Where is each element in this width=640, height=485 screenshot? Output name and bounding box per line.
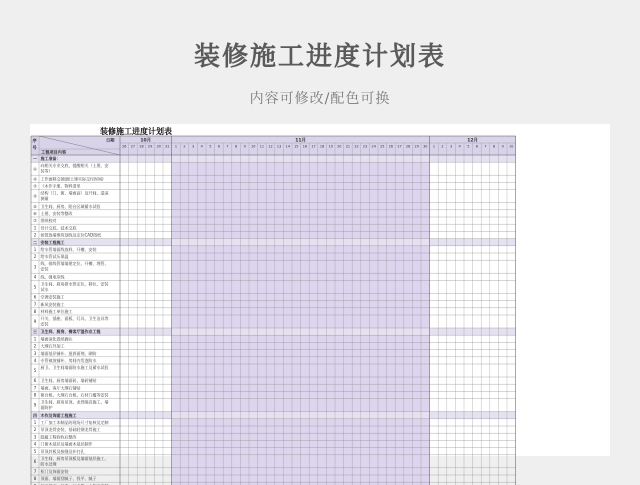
row-seq: 8 — [33, 392, 37, 398]
row-seq: 4 — [33, 274, 37, 280]
row-text: 卫生间、厨房、餐客厅湿作业工程 — [40, 329, 101, 335]
row-seq: ⑤ — [33, 203, 37, 209]
row-seq: 5 — [33, 284, 37, 290]
day-label: 8 — [235, 144, 238, 149]
day-label: 1 — [432, 144, 435, 149]
day-label: 13 — [276, 144, 282, 149]
row-text: 新风安装施工 — [40, 301, 65, 307]
day-label: 27 — [397, 144, 402, 149]
section-row-fill — [31, 328, 516, 335]
day-label: 2 — [441, 144, 444, 149]
day-label: 3 — [450, 144, 453, 149]
day-label: 31 — [165, 144, 170, 149]
row-seq: 8 — [33, 309, 37, 314]
day-label: 20 — [337, 144, 342, 149]
row-seq: 9 — [33, 402, 37, 408]
day-label: 4 — [200, 144, 203, 149]
row-seq: 6 — [33, 458, 37, 464]
row-text: 吊顶龙骨安装、基础轻钢龙骨施工 — [40, 427, 101, 433]
row-text-line1: 线、排线管墙墙建定位、开槽、埋管、 — [40, 261, 109, 267]
row-text: 给水管试压保温 — [40, 254, 69, 260]
row-seq: 8 — [33, 476, 37, 482]
row-seq: 5 — [33, 448, 37, 454]
row-seq: 1 — [33, 336, 37, 342]
row-seq: 3 — [33, 264, 37, 270]
day-label: 1 — [174, 144, 177, 149]
day-label: 25 — [380, 144, 385, 149]
row-text-line2: 面防护 — [40, 405, 53, 411]
row-text: 顶面、墙面刮腻子、找平、腻子 — [40, 476, 97, 482]
row-seq: ⑥ — [33, 211, 37, 216]
row-text-line1: 卫生间、厨房排水管定位、移位、安装 — [40, 281, 109, 287]
row-seq: ② — [33, 176, 37, 182]
row-text: 《木作手册、物料清单 — [40, 183, 81, 189]
row-text: 图纸校对 — [40, 218, 57, 224]
row-seq: 1 — [33, 247, 37, 252]
row-text-line1: 向相关专业交底，提醒相关（土建、安 — [40, 163, 109, 169]
row-seq: ③ — [33, 183, 37, 189]
schedule-sheet — [30, 124, 610, 482]
day-label: 28 — [139, 144, 144, 149]
row-seq: 9 — [33, 319, 37, 325]
row-text-line2: 测量 — [40, 196, 49, 202]
row-text-line1: 厨卫、卫生间墙面防水施工及蓄水试验 — [40, 365, 109, 370]
row-text: 柜门及饰面安装 — [40, 469, 69, 474]
day-label: 24 — [371, 144, 376, 149]
row-text: 空调安装施工 — [40, 294, 65, 300]
row-seq: 7 — [33, 385, 37, 391]
row-text-line1: 开关、插座、面板、灯具、卫生洁具等 — [40, 316, 109, 321]
row-text: 土建、安装等整改 — [40, 211, 73, 216]
row-seq: 4 — [33, 358, 37, 363]
day-label: 22 — [354, 144, 359, 149]
page-subtitle: 内容可修改/配色可换 — [249, 91, 391, 107]
day-label: 7 — [226, 144, 229, 149]
row-text: 窗台板、大理石台板、石材门槛等安装 — [40, 392, 109, 398]
row-text: 隐蔽工程验收后整改 — [40, 434, 77, 440]
day-label: 29 — [414, 144, 419, 149]
month-label: 11月 — [295, 138, 306, 144]
row-text: 工厂加工木制品的现场尺寸复核及定制 — [40, 420, 109, 425]
row-seq: 1 — [33, 420, 37, 425]
row-text: 吊顶封板及接缝及补打孔 — [40, 448, 85, 454]
day-label: 10 — [509, 144, 514, 149]
row-seq: 4 — [33, 441, 37, 447]
row-text: 墙面、客厅大理石铺贴 — [40, 385, 81, 391]
day-label: 26 — [122, 144, 127, 149]
row-seq: 二 — [33, 239, 37, 245]
day-label: 27 — [130, 144, 136, 149]
day-label: 19 — [328, 144, 333, 149]
row-seq: 2 — [33, 232, 37, 238]
header-seq-2: 号 — [32, 145, 37, 150]
row-seq: 2 — [33, 427, 37, 433]
row-text: 墙面基层铺补、批界面剂、刷防 — [40, 350, 97, 356]
day-label: 9 — [243, 144, 246, 149]
day-label: 11 — [259, 144, 265, 149]
sheet-title: 装修施工进度计划表 — [100, 127, 172, 136]
row-seq: ⑦ — [33, 218, 37, 224]
day-label: 9 — [501, 144, 504, 149]
row-text: 安装工程施工 — [40, 239, 65, 245]
row-text-line2: 装等） — [40, 168, 53, 174]
day-label: 4 — [458, 144, 461, 149]
row-text: 门窗木基层及墙面木基层制作 — [40, 441, 93, 447]
row-seq: 2 — [33, 343, 37, 349]
row-text-line2: 安装 — [40, 266, 49, 272]
day-label: 5 — [209, 144, 212, 149]
row-seq: 7 — [33, 301, 37, 307]
day-label: 8 — [493, 144, 496, 149]
row-seq: 3 — [33, 350, 37, 356]
day-label: 23 — [362, 144, 368, 149]
day-label: 5 — [467, 144, 470, 149]
row-seq: 2 — [33, 254, 37, 260]
day-label: 30 — [156, 144, 161, 149]
row-text-line1: 卫生间、厨房吊顶、龙骨隔音施工、墙 — [40, 399, 109, 405]
row-text: 木作及饰面工程施工 — [40, 412, 77, 418]
day-label: 15 — [294, 144, 299, 149]
row-seq: ① — [33, 166, 37, 172]
row-text: 墙面深化图纸确认 — [40, 336, 73, 342]
section-row-fill — [31, 239, 516, 246]
row-seq: 7 — [33, 469, 37, 474]
row-text: 线、强电穿线 — [40, 274, 65, 280]
day-label: 28 — [405, 144, 411, 149]
row-text-line2: 安装 — [40, 321, 49, 327]
row-text: 卫生间、厨房、阳台区域蓄水试验 — [40, 203, 101, 209]
day-label: 29 — [147, 144, 153, 149]
row-text: 专管被放铺补、房间内发泡防水 — [40, 358, 97, 363]
day-label: 2 — [183, 144, 186, 149]
row-text-line2: 防水处理 — [40, 461, 57, 467]
day-label: 6 — [475, 144, 478, 149]
row-text: 按图放墙建筑划线及定位CAD图纸 — [40, 232, 102, 238]
row-text-line1: 结构（门、窗、墙面高）及开间、进深 — [40, 190, 109, 196]
row-text: 给水管墙面线放样、开槽、安装 — [40, 247, 97, 252]
section-row-fill — [31, 155, 516, 162]
month-label: 10月 — [140, 138, 152, 144]
schedule-grid — [30, 124, 610, 482]
row-text-line1: 卫生间、厨房吊顶板及墙面基层施工、 — [40, 455, 109, 461]
row-seq: 6 — [33, 294, 37, 300]
day-label: 16 — [302, 144, 308, 149]
row-seq: 1 — [33, 225, 37, 231]
row-seq: 6 — [33, 378, 37, 384]
row-text-line2: 试水 — [40, 286, 49, 292]
day-label: 14 — [285, 144, 290, 149]
page-title: 装修施工进度计划表 — [193, 42, 446, 72]
header-project: 工程项目内容 — [41, 149, 67, 155]
day-label: 26 — [388, 144, 394, 149]
day-label: 3 — [192, 144, 195, 149]
day-label: 10 — [251, 144, 256, 149]
row-seq: 5 — [33, 368, 37, 374]
row-text: 卫生间、厨房墙面砖、墙砖铺贴 — [40, 378, 97, 384]
row-text: 设计交底、技术交底 — [40, 225, 77, 231]
row-text: 材料施工单位施工 — [40, 309, 73, 314]
row-seq: 一 — [33, 156, 37, 162]
month-label: 12月 — [467, 138, 478, 144]
day-label: 21 — [345, 144, 351, 149]
row-seq: ④ — [33, 193, 37, 199]
day-label: 6 — [217, 144, 220, 149]
header-date: 日期 — [106, 137, 115, 143]
row-text: 工作面移交(根据土建实际交付时间) — [40, 176, 104, 182]
day-label: 30 — [423, 144, 428, 149]
day-label: 12 — [268, 144, 273, 149]
day-label: 7 — [484, 144, 487, 149]
day-label: 17 — [311, 144, 316, 149]
header-seq: 序 — [32, 138, 37, 143]
row-text: 施工准备： — [40, 156, 61, 162]
day-label: 18 — [319, 144, 325, 149]
row-seq: 三 — [33, 329, 37, 335]
row-text: 大理石外加工 — [40, 343, 65, 349]
section-row-fill — [31, 412, 516, 419]
row-seq: 四 — [33, 412, 37, 418]
row-seq: 3 — [33, 434, 37, 440]
